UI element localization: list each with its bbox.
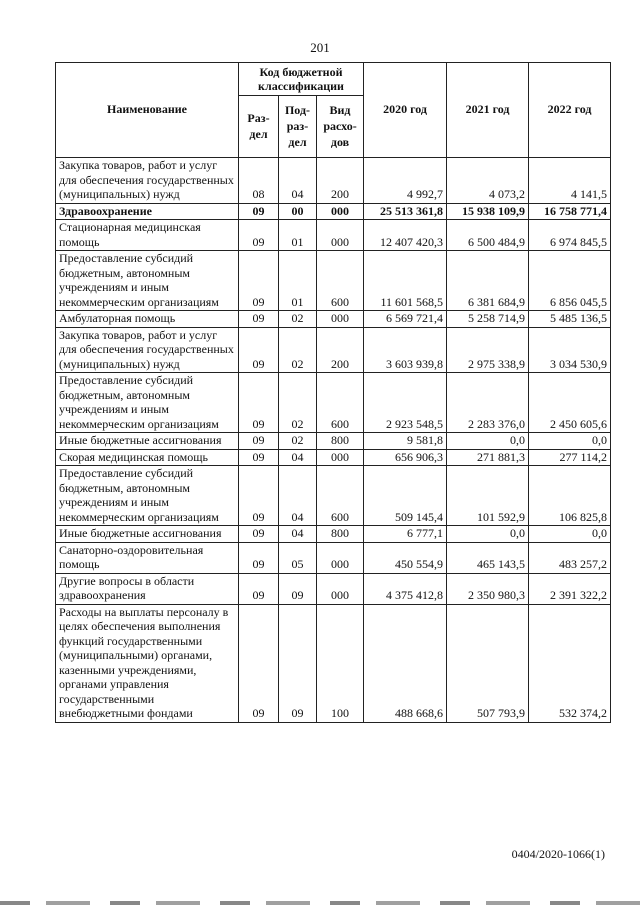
row-value-2020: 488 668,6 <box>364 604 447 722</box>
row-value-2020: 656 906,3 <box>364 449 447 466</box>
row-subsection: 04 <box>279 526 317 543</box>
row-expense-type: 000 <box>317 220 364 251</box>
row-section: 09 <box>239 449 279 466</box>
header-2021: 2021 год <box>447 63 529 158</box>
row-value-2020: 2 923 548,5 <box>364 373 447 433</box>
row-value-2022: 5 485 136,5 <box>529 311 611 328</box>
row-name: Расходы на выплаты персоналу в целях обеспечения выполнения функций государственными (муниципальными) органами, казенными учреждениями, органами управления государственными внебюджетными фондами <box>56 604 239 722</box>
row-value-2022: 6 856 045,5 <box>529 251 611 311</box>
row-name: Предоставление субсидий бюджетным, автономным учреждениям и иным некоммерческим организациям <box>56 466 239 526</box>
row-subsection: 04 <box>279 466 317 526</box>
row-name: Другие вопросы в области здравоохранения <box>56 573 239 604</box>
row-name: Закупка товаров, работ и услуг для обеспечения государственных (муниципальных) нужд <box>56 158 239 204</box>
row-subsection: 00 <box>279 203 317 220</box>
row-subsection: 04 <box>279 449 317 466</box>
table-row <box>56 526 611 543</box>
row-subsection: 01 <box>279 251 317 311</box>
row-expense-type: 000 <box>317 203 364 220</box>
row-value-2022: 4 141,5 <box>529 158 611 204</box>
row-value-2021: 6 381 684,9 <box>447 251 529 311</box>
row-subsection: 05 <box>279 542 317 573</box>
row-expense-type: 600 <box>317 251 364 311</box>
header-expense-type: Вид расхо- дов <box>317 96 364 158</box>
row-value-2021: 101 592,9 <box>447 466 529 526</box>
table-row <box>56 573 611 604</box>
row-value-2022: 2 450 605,6 <box>529 373 611 433</box>
row-subsection: 02 <box>279 311 317 328</box>
table-row <box>56 433 611 450</box>
row-section: 09 <box>239 526 279 543</box>
row-section: 09 <box>239 433 279 450</box>
table-row <box>56 604 611 722</box>
row-value-2021: 4 073,2 <box>447 158 529 204</box>
row-value-2020: 25 513 361,8 <box>364 203 447 220</box>
row-expense-type: 000 <box>317 311 364 328</box>
row-value-2021: 0,0 <box>447 433 529 450</box>
row-value-2020: 450 554,9 <box>364 542 447 573</box>
row-name: Иные бюджетные ассигнования <box>56 526 239 543</box>
table-row <box>56 466 611 526</box>
row-expense-type: 000 <box>317 542 364 573</box>
row-value-2022: 3 034 530,9 <box>529 327 611 373</box>
row-value-2021: 465 143,5 <box>447 542 529 573</box>
row-name: Санаторно-оздоровительная помощь <box>56 542 239 573</box>
scan-edge-noise <box>0 901 640 905</box>
row-expense-type: 000 <box>317 573 364 604</box>
row-expense-type: 000 <box>317 449 364 466</box>
row-subsection: 04 <box>279 158 317 204</box>
document-code: 0404/2020-1066(1) <box>511 847 605 861</box>
table-row <box>56 373 611 433</box>
row-expense-type: 600 <box>317 373 364 433</box>
row-value-2022: 483 257,2 <box>529 542 611 573</box>
row-value-2021: 2 350 980,3 <box>447 573 529 604</box>
table-row <box>56 220 611 251</box>
header-section: Раз- дел <box>239 96 279 158</box>
row-value-2021: 271 881,3 <box>447 449 529 466</box>
row-value-2022: 2 391 322,2 <box>529 573 611 604</box>
row-value-2020: 6 777,1 <box>364 526 447 543</box>
table-row <box>56 158 611 204</box>
row-value-2022: 277 114,2 <box>529 449 611 466</box>
row-section: 09 <box>239 604 279 722</box>
row-section: 08 <box>239 158 279 204</box>
row-value-2022: 106 825,8 <box>529 466 611 526</box>
row-name: Предоставление субсидий бюджетным, автономным учреждениям и иным некоммерческим организациям <box>56 373 239 433</box>
row-name: Закупка товаров, работ и услуг для обеспечения государственных (муниципальных) нужд <box>56 327 239 373</box>
row-value-2020: 4 992,7 <box>364 158 447 204</box>
row-subsection: 02 <box>279 433 317 450</box>
row-section: 09 <box>239 220 279 251</box>
row-section: 09 <box>239 373 279 433</box>
row-subsection: 09 <box>279 573 317 604</box>
row-value-2021: 2 975 338,9 <box>447 327 529 373</box>
row-expense-type: 800 <box>317 433 364 450</box>
budget-table <box>55 62 611 723</box>
row-expense-type: 800 <box>317 526 364 543</box>
table-row <box>56 311 611 328</box>
row-expense-type: 200 <box>317 158 364 204</box>
table-row <box>56 203 611 220</box>
row-name: Амбулаторная помощь <box>56 311 239 328</box>
row-subsection: 01 <box>279 220 317 251</box>
row-value-2022: 16 758 771,4 <box>529 203 611 220</box>
row-value-2021: 2 283 376,0 <box>447 373 529 433</box>
row-value-2020: 509 145,4 <box>364 466 447 526</box>
row-value-2021: 5 258 714,9 <box>447 311 529 328</box>
row-section: 09 <box>239 466 279 526</box>
row-value-2020: 3 603 939,8 <box>364 327 447 373</box>
row-value-2022: 532 374,2 <box>529 604 611 722</box>
row-value-2021: 507 793,9 <box>447 604 529 722</box>
header-2022: 2022 год <box>529 63 611 158</box>
row-value-2020: 4 375 412,8 <box>364 573 447 604</box>
row-section: 09 <box>239 203 279 220</box>
row-name: Стационарная медицинская помощь <box>56 220 239 251</box>
table-row <box>56 449 611 466</box>
table-row <box>56 542 611 573</box>
table-header <box>56 63 611 158</box>
row-name: Предоставление субсидий бюджетным, автономным учреждениям и иным некоммерческим организациям <box>56 251 239 311</box>
row-expense-type: 100 <box>317 604 364 722</box>
row-value-2022: 0,0 <box>529 433 611 450</box>
header-code-group: Код бюджетной классификации <box>239 63 364 96</box>
row-section: 09 <box>239 251 279 311</box>
row-value-2020: 11 601 568,5 <box>364 251 447 311</box>
table-row <box>56 251 611 311</box>
row-name: Иные бюджетные ассигнования <box>56 433 239 450</box>
row-value-2022: 0,0 <box>529 526 611 543</box>
row-name: Скорая медицинская помощь <box>56 449 239 466</box>
row-subsection: 02 <box>279 327 317 373</box>
row-value-2020: 12 407 420,3 <box>364 220 447 251</box>
row-value-2020: 9 581,8 <box>364 433 447 450</box>
row-expense-type: 200 <box>317 327 364 373</box>
row-name: Здравоохранение <box>56 203 239 220</box>
header-name: Наименование <box>56 63 239 158</box>
row-subsection: 09 <box>279 604 317 722</box>
row-value-2020: 6 569 721,4 <box>364 311 447 328</box>
table-row <box>56 327 611 373</box>
row-value-2021: 15 938 109,9 <box>447 203 529 220</box>
header-2020: 2020 год <box>364 63 447 158</box>
row-value-2021: 6 500 484,9 <box>447 220 529 251</box>
row-section: 09 <box>239 327 279 373</box>
page-number: 201 <box>310 40 330 55</box>
row-expense-type: 600 <box>317 466 364 526</box>
row-section: 09 <box>239 311 279 328</box>
row-value-2021: 0,0 <box>447 526 529 543</box>
row-section: 09 <box>239 542 279 573</box>
row-subsection: 02 <box>279 373 317 433</box>
row-section: 09 <box>239 573 279 604</box>
row-value-2022: 6 974 845,5 <box>529 220 611 251</box>
header-subsection: Под- раз- дел <box>279 96 317 158</box>
table-body <box>56 158 611 723</box>
